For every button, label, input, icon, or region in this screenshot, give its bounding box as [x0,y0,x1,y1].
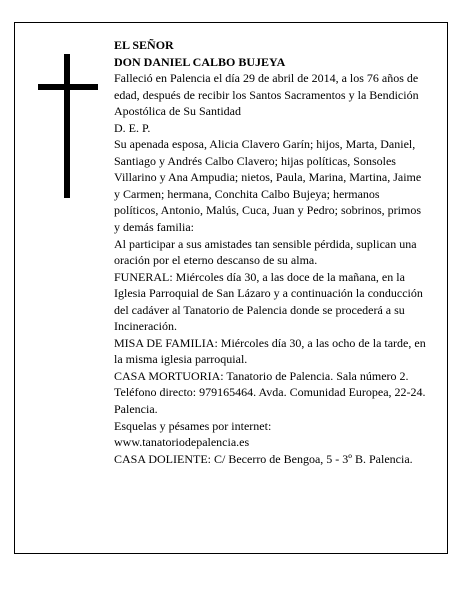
death-paragraph: Falleció en Palencia el día 29 de abril de 2014, a los 76 años de edad, después de recibir los Santos Sacramentos y la Bendición Apostólica de Su Santidad [114,71,419,119]
funeral-paragraph: FUNERAL: Miércoles día 30, a las doce de la mañana, en la Iglesia Parroquial de San Lázaro y a continuación la conducción del cadáver al Tanatorio de Palencia donde se procederá a su Incineración. [114,269,423,334]
family-paragraph: Su apenada esposa, Alicia Clavero Garín; hijos, Marta, Daniel, Santiago y Andrés Calbo Clavero; hijas políticas, Sonsoles Villarino y Ana Ampudia; nietos, Paula, Marina, Martina, Jaime y Carmen; hermana, Conchita Calbo Bujeya; hermanos políticos, Antonio, Malús, Cuca, Juan y Pedro; sobrinos, primos y demás familia: [114,137,422,235]
title: EL SEÑOR [114,38,174,52]
condolences-line: Esquelas y pésames por internet: [114,418,272,433]
mass-paragraph: MISA DE FAMILIA: Miércoles día 30, a las ocho de la tarde, en la misma iglesia parroquial. [114,335,426,367]
house-paragraph: CASA DOLIENTE: C/ Becerro de Bengoa, 5 - 3º B. Palencia. [114,451,413,466]
cross-vertical-bar [64,54,70,198]
rip-line: D. E. P. [114,120,151,135]
obituary-text [114,37,426,467]
cross-icon [38,54,98,198]
deceased-name: DON DANIEL CALBO BUJEYA [114,54,286,69]
website-link[interactable]: www.tanatoriodepalencia.es [114,435,250,450]
cross-horizontal-bar [38,84,98,90]
mortuary-paragraph: CASA MORTUORIA: Tanatorio de Palencia. Sala número 2. Teléfono directo: 979165464. Avda. Comunidad Europea, 22-24. Palencia. [114,368,426,417]
request-paragraph: Al participar a sus amistades tan sensible pérdida, suplican una oración por el eterno descanso de su alma. [114,236,417,268]
